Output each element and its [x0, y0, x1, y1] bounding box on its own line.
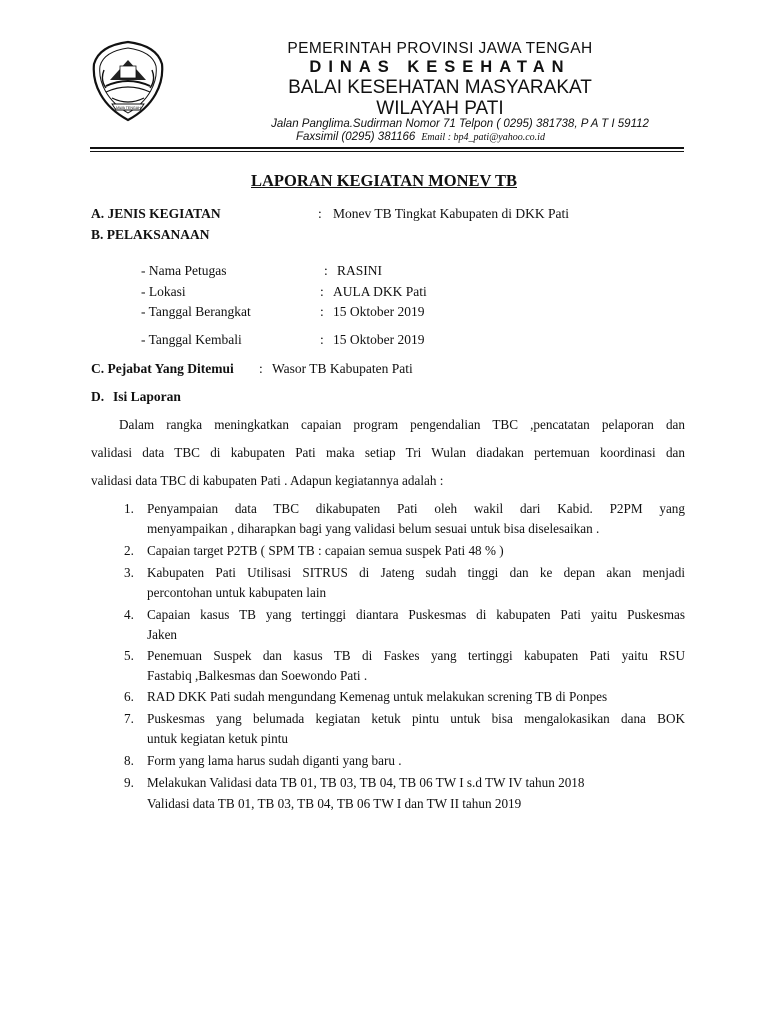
svg-text:JAWA TENGAH: JAWA TENGAH [115, 105, 141, 110]
section-c-value: Wasor TB Kabupaten Pati [272, 361, 413, 376]
list-item-number: 4. [124, 607, 134, 622]
report-paragraph-line: validasi data TBC di kabupaten Pati . Adapun kegiatannya adalah : [91, 473, 444, 488]
list-item-line: Form yang lama harus sudah diganti yang baru . [147, 753, 402, 768]
field-value: AULA DKK Pati [333, 284, 427, 299]
letterhead-region: WILAYAH PATI [376, 98, 504, 119]
list-item-line: Puskesmas yang belumada kegiatan ketuk pintu untuk bisa mengalokasikan dana BOK [147, 711, 685, 726]
list-item-line: Fastabiq ,Balkesmas dan Soewondo Pati . [147, 668, 368, 683]
field-value: 15 Oktober 2019 [333, 332, 425, 347]
list-item-line: Capaian target P2TB ( SPM TB : capaian semua suspek Pati 48 % ) [147, 543, 504, 558]
list-item-number: 8. [124, 753, 134, 768]
letterhead-institution: BALAI KESEHATAN MASYARAKAT [288, 77, 592, 98]
field-value: 15 Oktober 2019 [333, 304, 425, 319]
report-paragraph-line: validasi data TBC di kabupaten Pati maka setiap Tri Wulan diadakan pertemuan koordinasi dan [91, 445, 685, 460]
letterhead-divider [90, 147, 684, 149]
letterhead-address: Jalan Panglima.Sudirman Nomor 71 Telpon ( 0295) 381738, P A T I 59112 [271, 118, 649, 130]
list-item-line: Penemuan Suspek dan kasus TB di Faskes yang tertinggi kabupaten Pati yaitu RSU [147, 648, 685, 663]
field-label: - Lokasi [141, 284, 186, 299]
list-item-number: 7. [124, 711, 134, 726]
list-item-line: Capaian kasus TB yang tertinggi diantara Puskesmas di kabupaten Pati yaitu Puskesmas [147, 607, 685, 622]
list-item-line: Penyampaian data TBC dikabupaten Pati oleh wakil dari Kabid. P2PM yang [147, 501, 685, 516]
section-c-colon: : [259, 361, 263, 376]
list-item-number: 2. [124, 543, 134, 558]
section-b-label: B. PELAKSANAAN [91, 227, 210, 242]
field-label: - Tanggal Berangkat [141, 304, 251, 319]
letterhead-department: DINAS KESEHATAN [309, 58, 571, 76]
list-item-number: 5. [124, 648, 134, 663]
field-colon: : [320, 284, 324, 299]
letterhead-divider-thin [90, 151, 684, 152]
list-item-line: Kabupaten Pati Utilisasi SITRUS di Jateng sudah tinggi dan ke depan akan menjadi [147, 565, 685, 580]
section-a-colon: : [318, 206, 322, 221]
report-paragraph-line: Dalam rangka meningkatkan capaian program pengendalian TBC ,pencatatan pelaporan dan [119, 417, 685, 432]
list-item-number: 9. [124, 775, 134, 790]
section-a-label: A. JENIS KEGIATAN [91, 206, 221, 221]
letterhead-contact [296, 131, 545, 143]
section-d-label: Isi Laporan [113, 389, 181, 404]
list-item-line: RAD DKK Pati sudah mengundang Kemenag untuk melakukan screning TB di Ponpes [147, 689, 608, 704]
field-colon: : [324, 263, 328, 278]
list-item-line: Jaken [147, 627, 178, 642]
section-c-label: C. Pejabat Yang Ditemui [91, 361, 234, 376]
list-item-line: untuk kegiatan ketuk pintu [147, 731, 289, 746]
province-seal-logo [92, 40, 164, 122]
list-item-line: Melakukan Validasi data TB 01, TB 03, TB 04, TB 06 TW I s.d TW IV tahun 2018 [147, 775, 585, 790]
list-item-line: percontohan untuk kabupaten lain [147, 585, 327, 600]
list-item-number: 1. [124, 501, 134, 516]
list-item-line: menyampaikan , diharapkan bagi yang validasi belum sesuai untuk bisa diselesaikan . [147, 521, 600, 536]
list-item-number: 6. [124, 689, 134, 704]
list-item-number: 3. [124, 565, 134, 580]
letterhead-email: Email : bp4_pati@yahoo.co.id [421, 132, 545, 143]
field-value: RASINI [337, 263, 383, 278]
field-label: - Nama Petugas [141, 263, 227, 278]
list-item-line: Validasi data TB 01, TB 03, TB 04, TB 06 TW I dan TW II tahun 2019 [147, 796, 522, 811]
report-title: LAPORAN KEGIATAN MONEV TB [250, 171, 517, 190]
section-d-letter: D. [91, 389, 105, 404]
field-label: - Tanggal Kembali [141, 332, 242, 347]
section-a-value: Monev TB Tingkat Kabupaten di DKK Pati [333, 206, 569, 221]
field-colon: : [320, 332, 324, 347]
letterhead-fax: Faxsimil (0295) 381166 [296, 131, 416, 143]
field-colon: : [320, 304, 324, 319]
letterhead-government: PEMERINTAH PROVINSI JAWA TENGAH [287, 40, 593, 57]
